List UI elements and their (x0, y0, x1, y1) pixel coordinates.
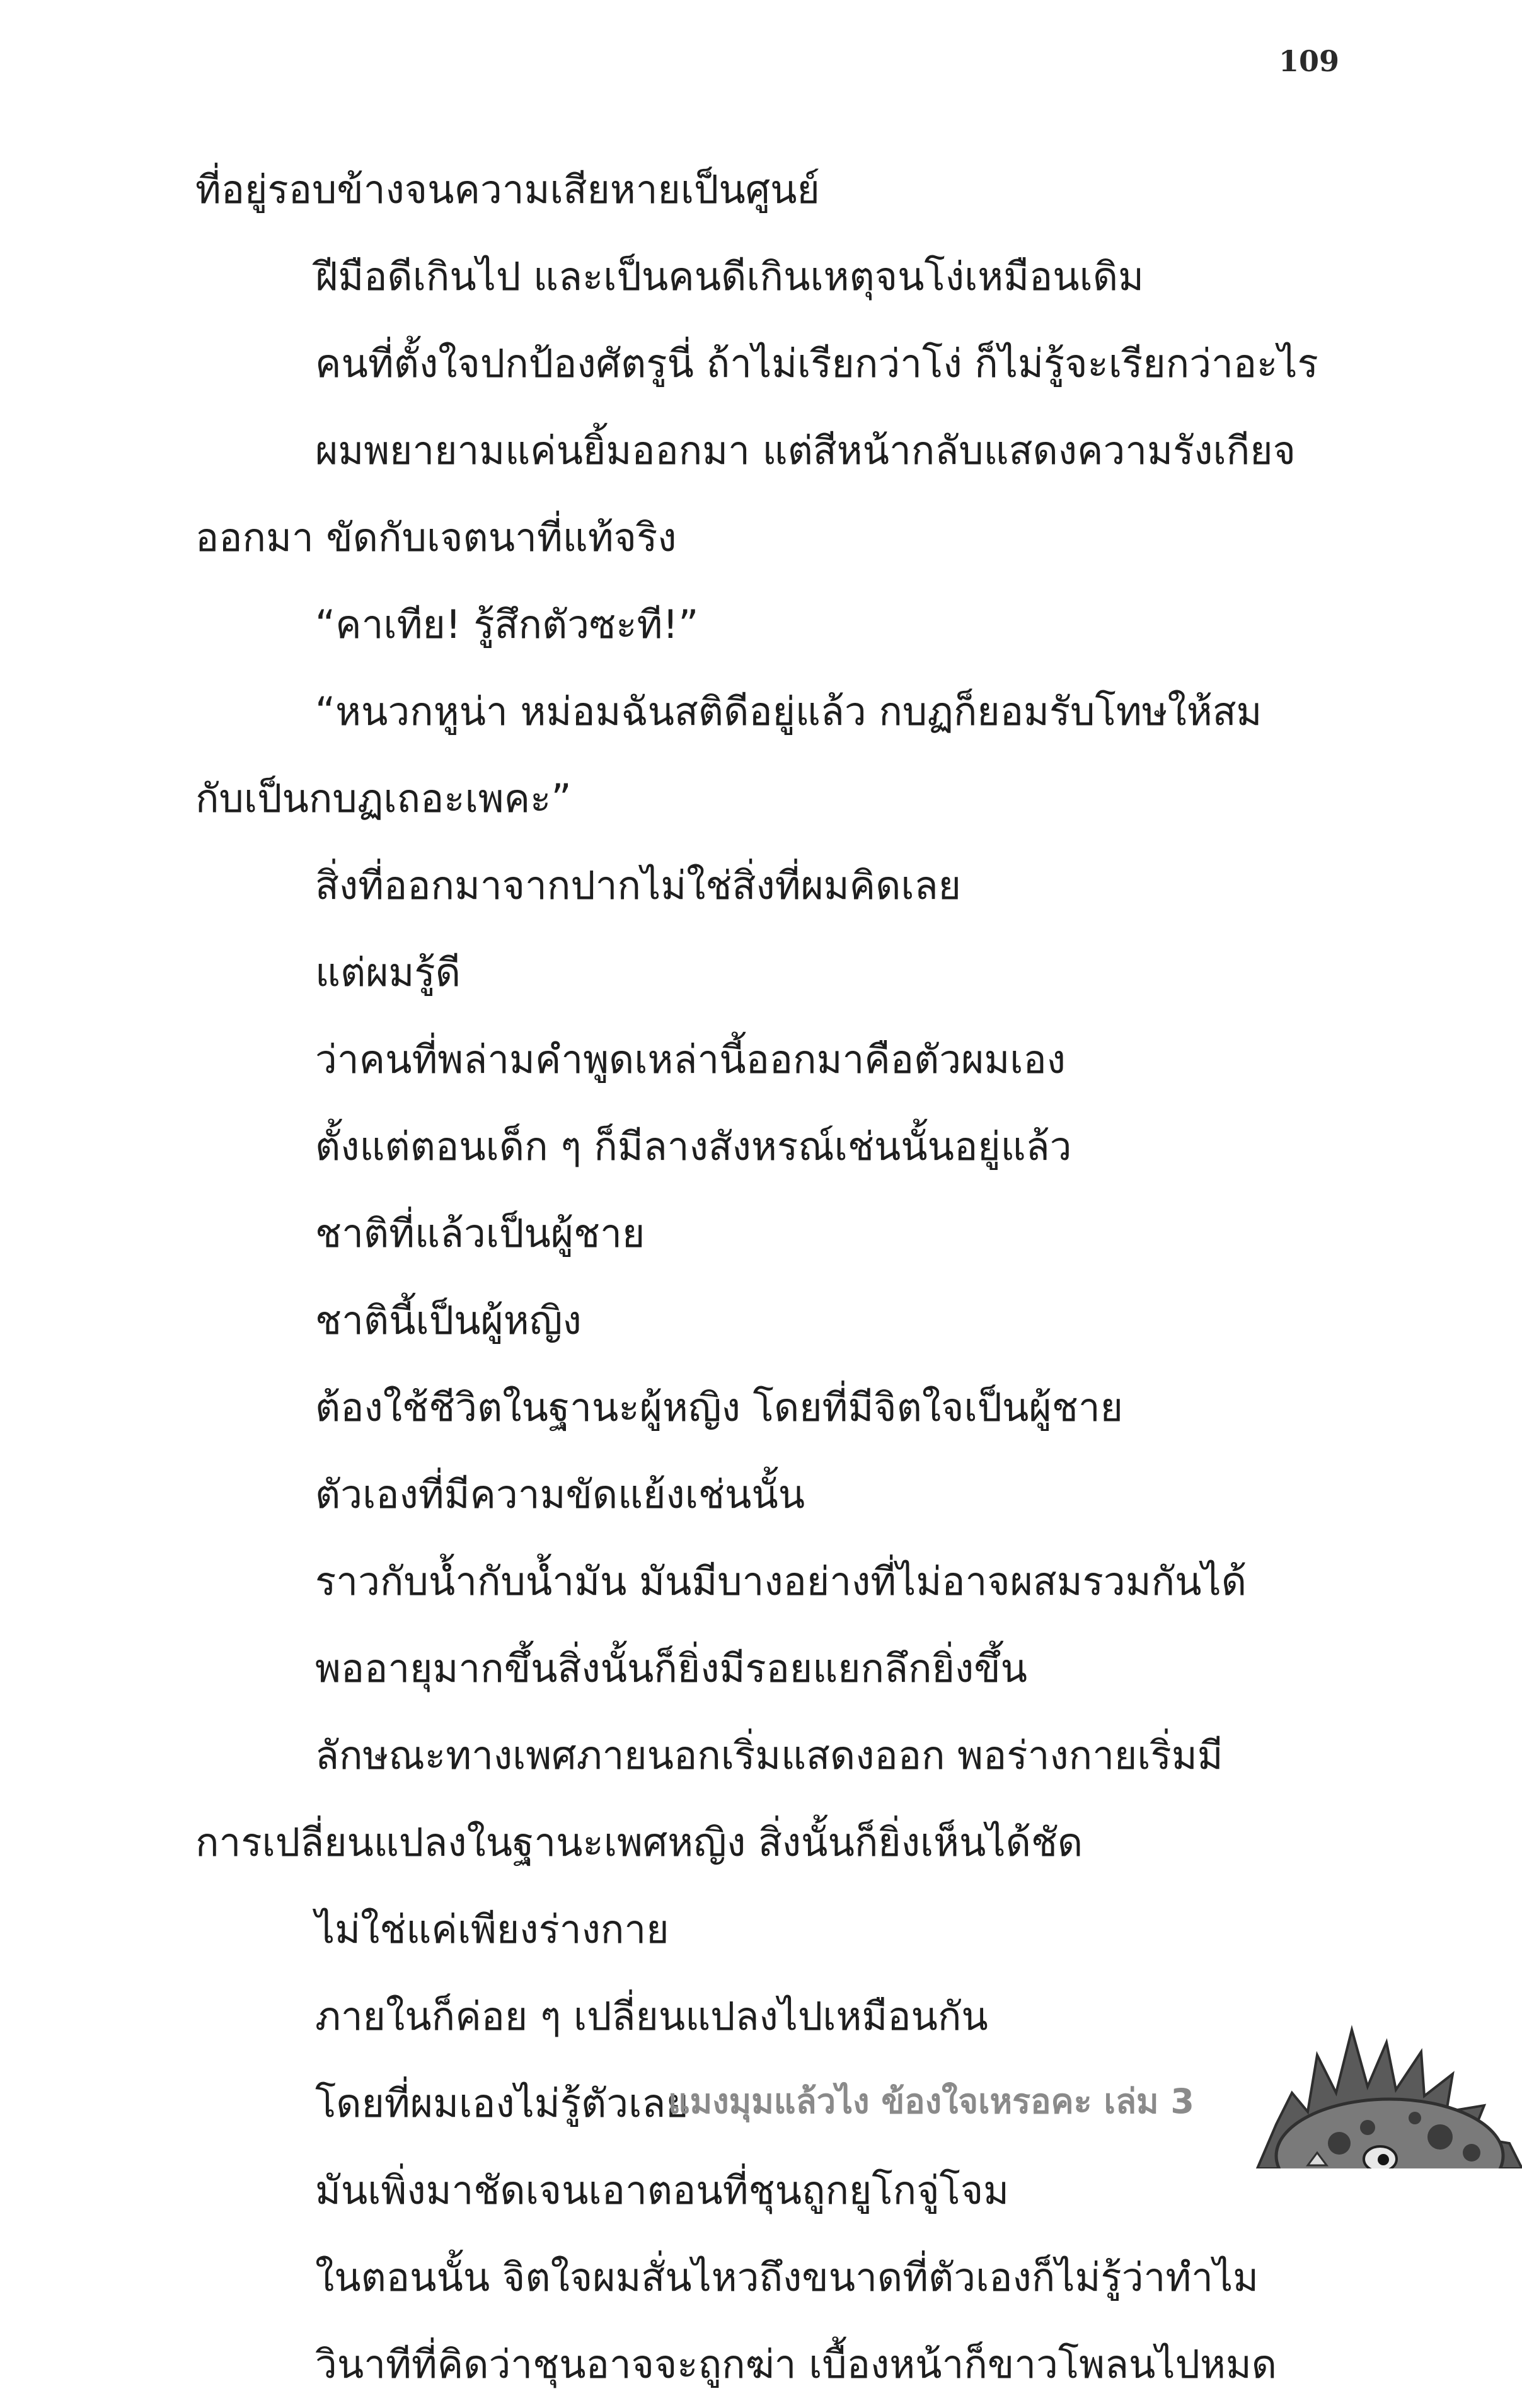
text-line: ต้องใช้ชีวิตในฐานะผู้หญิง โดยที่มีจิตใจเป็นผู้ชาย (315, 1384, 1123, 1430)
text-line: ว่าคนที่พล่ามคำพูดเหล่านี้ออกมาคือตัวผมเอง (315, 1036, 1066, 1082)
text-line: กับเป็นกบฏเถอะเพคะ” (195, 775, 572, 821)
footer-title: แมงมุมแล้วไง ข้องใจเหรอคะ เล่ม 3 (667, 2081, 1194, 2121)
text-line: พออายุมากขึ้นสิ่งนั้นก็ยิ่งมีรอยแยกลึกยิ่งขึ้น (315, 1645, 1027, 1691)
text-line: “คาเทีย! รู้สึกตัวซะที!” (315, 601, 699, 647)
text-line: ตั้งแต่ตอนเด็ก ๆ ก็มีลางสังหรณ์เช่นนั้นอยู่แล้ว (315, 1123, 1072, 1169)
text-line: ลักษณะทางเพศภายนอกเริ่มแสดงออก พอร่างกายเริ่มมี (315, 1732, 1223, 1778)
text-line: สิ่งที่ออกมาจากปากไม่ใช่สิ่งที่ผมคิดเลย (315, 862, 961, 908)
text-line: การเปลี่ยนแปลงในฐานะเพศหญิง สิ่งนั้นก็ยิ่งเห็นได้ชัด (195, 1819, 1083, 1865)
text-line: มันเพิ่งมาชัดเจนเอาตอนที่ชุนถูกยูโกจู่โจม (315, 2167, 1010, 2213)
text-line: ในตอนนั้น จิตใจผมสั่นไหวถึงขนาดที่ตัวเองก็ไม่รู้ว่าทำไม (315, 2254, 1259, 2300)
dragon-crest-icon (1232, 2017, 1522, 2168)
text-line: วินาทีที่คิดว่าชุนอาจจะถูกฆ่า เบื้องหน้าก็ขาวโพลนไปหมด (315, 2341, 1277, 2387)
text-line: ราวกับน้ำกับน้ำมัน มันมีบางอย่างที่ไม่อาจผสมรวมกันได้ (315, 1558, 1247, 1604)
text-line: โดยที่ผมเองไม่รู้ตัวเลย (315, 2080, 689, 2126)
page-footer (0, 2017, 1522, 2168)
text-line: ฝีมือดีเกินไป และเป็นคนดีเกินเหตุจนโง่เหมือนเดิม (315, 253, 1144, 299)
text-line: ไม่ใช่แค่เพียงร่างกาย (315, 1906, 669, 1952)
text-line: ตัวเองที่มีความขัดแย้งเช่นนั้น (315, 1471, 805, 1517)
page-number: 109 (1278, 44, 1339, 78)
text-line: ชาติที่แล้วเป็นผู้ชาย (315, 1210, 645, 1256)
text-line: ที่อยู่รอบข้างจนความเสียหายเป็นศูนย์ (195, 166, 820, 212)
text-line: ชาตินี้เป็นผู้หญิง (315, 1297, 582, 1343)
text-line: คนที่ตั้งใจปกป้องศัตรูนี่ ถ้าไม่เรียกว่าโง่ ก็ไม่รู้จะเรียกว่าอะไร (315, 340, 1318, 386)
text-line: “หนวกหูน่า หม่อมฉันสติดีอยู่แล้ว กบฏก็ยอมรับโทษให้สม (315, 688, 1262, 734)
text-line: แต่ผมรู้ดี (315, 949, 461, 995)
text-line: ผมพยายามแค่นยิ้มออกมา แต่สีหน้ากลับแสดงความรังเกียจ (315, 427, 1296, 473)
text-line: ออกมา ขัดกับเจตนาที่แท้จริง (195, 514, 677, 560)
text-line: ภายในก็ค่อย ๆ เปลี่ยนแปลงไปเหมือนกัน (315, 1993, 988, 2039)
